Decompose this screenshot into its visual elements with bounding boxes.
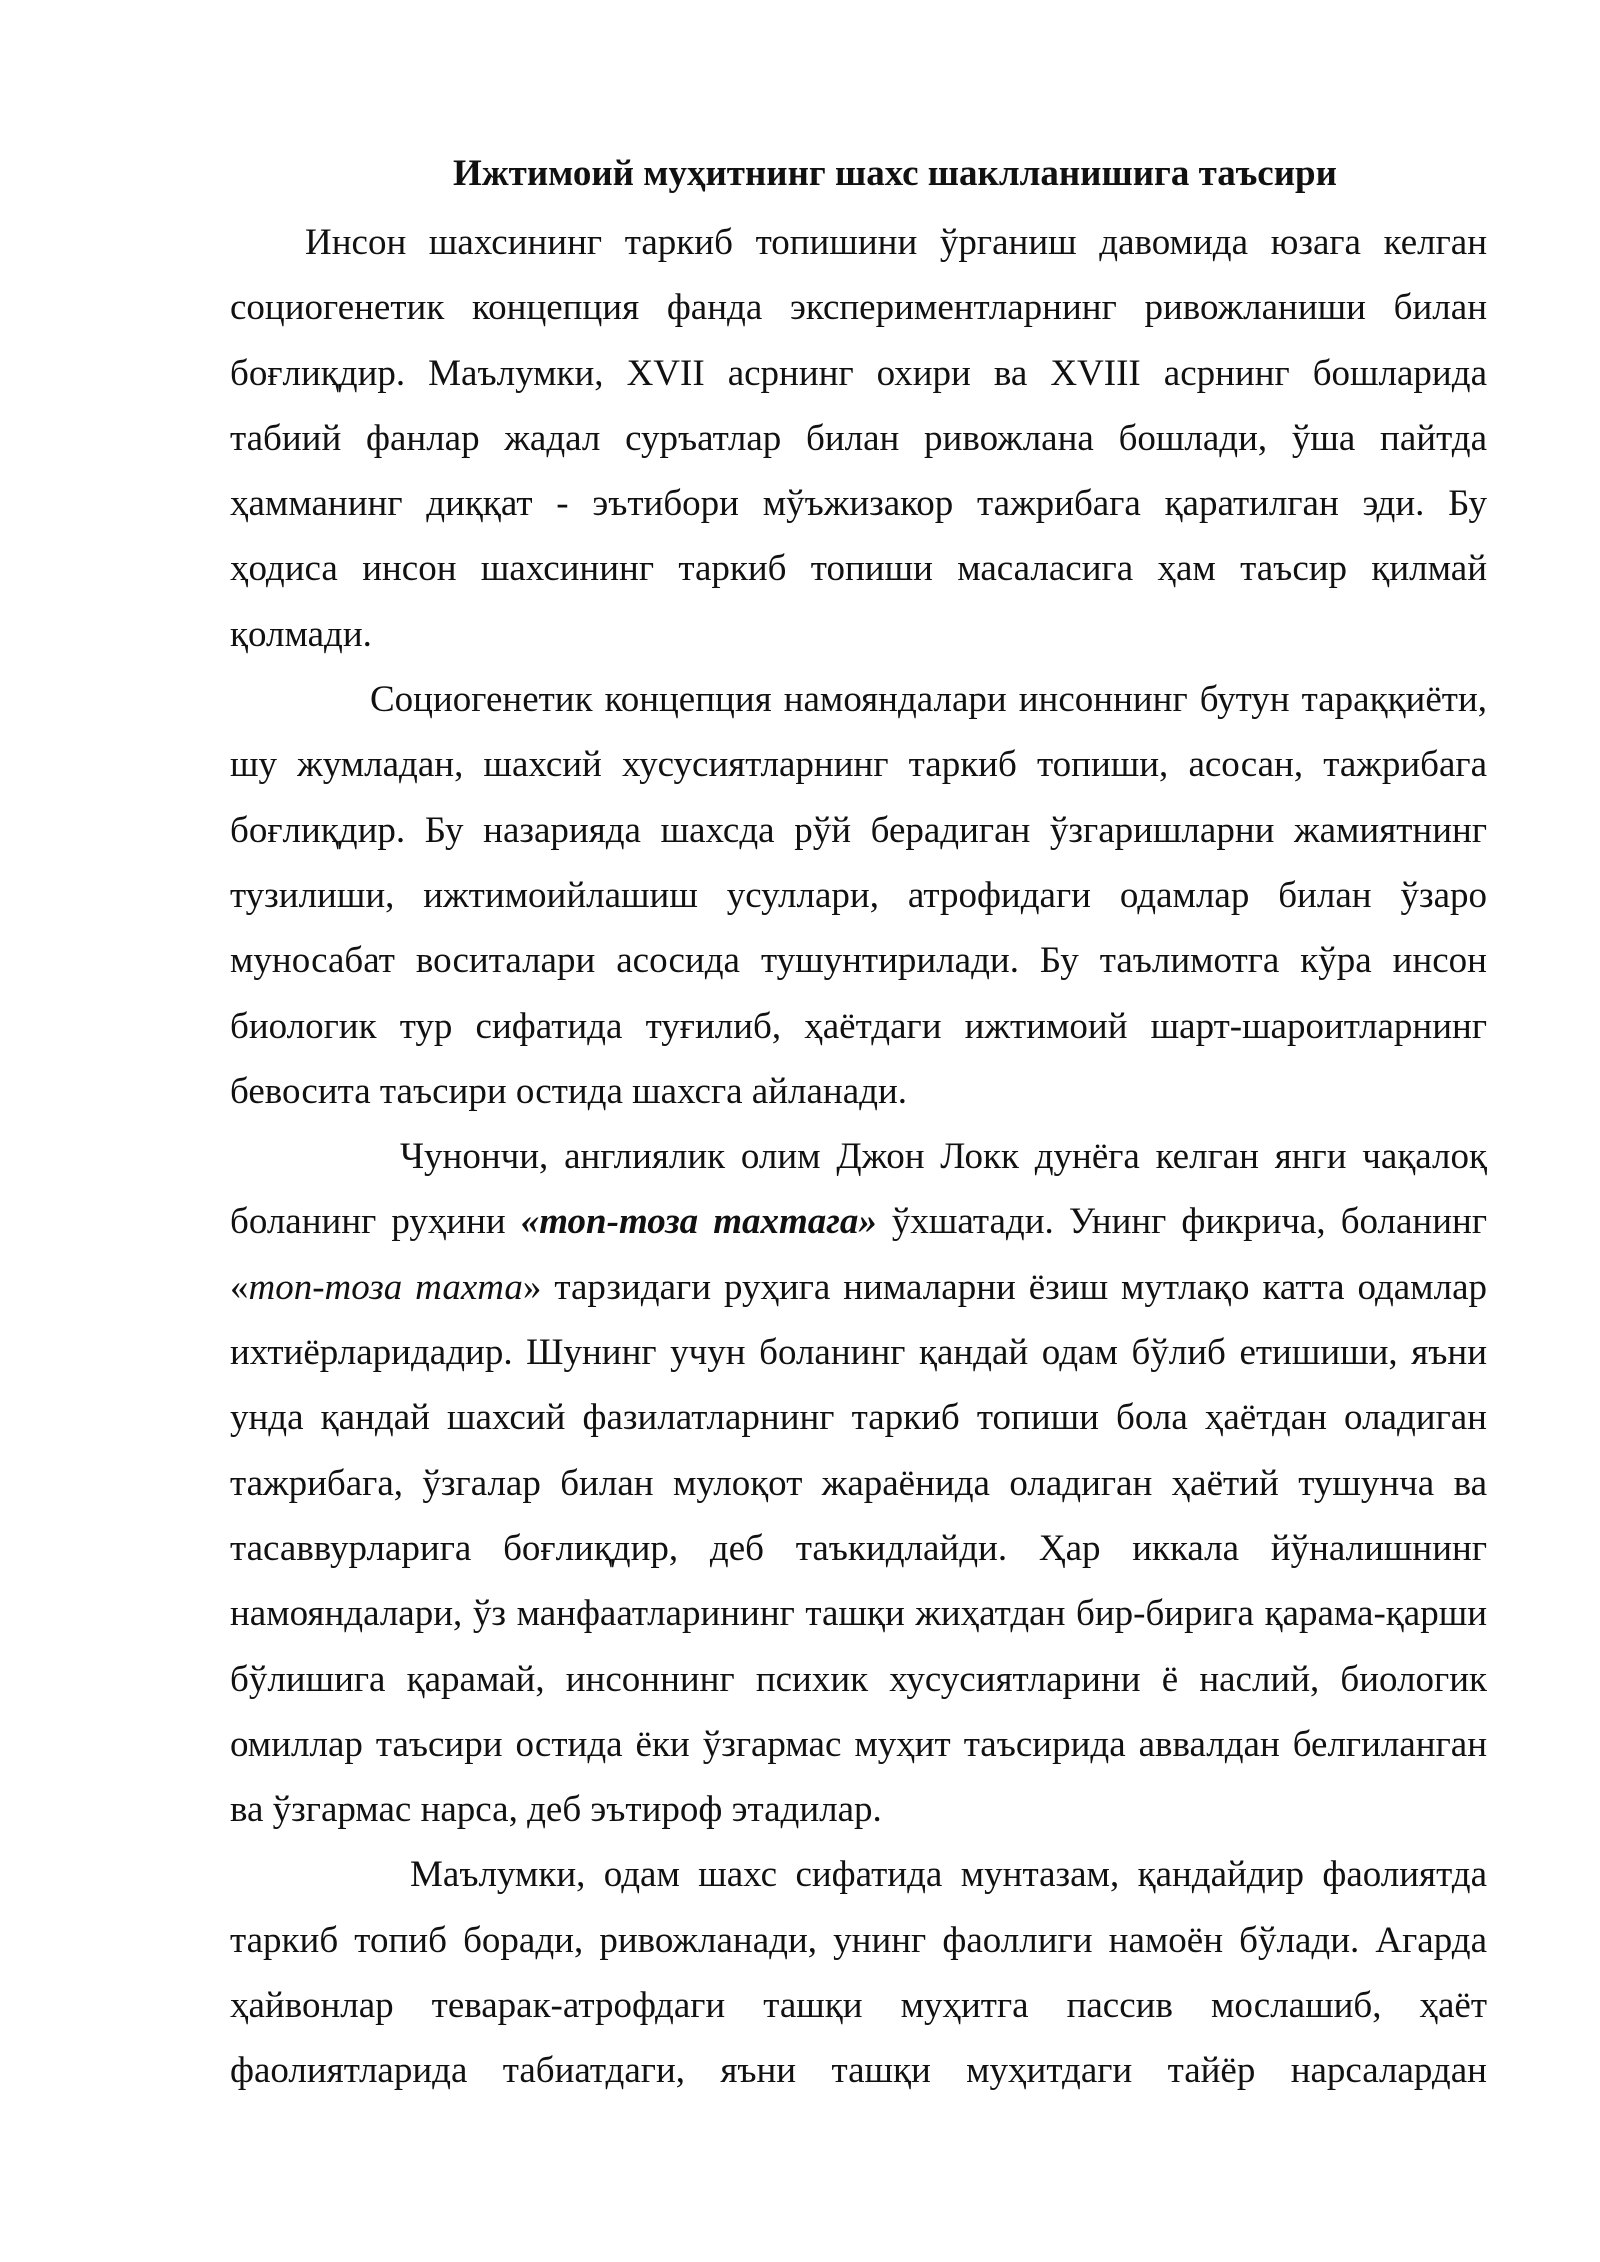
document-title: Ижтимоий муҳитнинг шахс шаклланишига таъсири [453,153,1337,194]
paragraph-3-text-b: ўхшатади. Унинг фикрича, боланинг « [230,1201,1487,1308]
paragraph-1: Инсон шахсининг таркиб топишини ўрганиш давомида юзага келган социогенетик концепция фанда экспериментларнинг ривожланиши билан боғлиқдир. Маълумки, XVII асрнинг охири ва XVIII асрнинг бошларида табиий фанлар жадал суръатлар билан ривожлана бошлади, ўша пайтда ҳамманинг диққат - эътибори мўъжизакор тажрибага қаратилган эди. Бу ҳодиса инсон шахсининг таркиб топиши масаласига ҳам таъсир қилмай қолмади. [230,222,1487,655]
paragraph-2: Социогенетик концепция намояндалари инсоннинг бутун тараққиёти, шу жумладан, шахсий хусусиятларнинг таркиб топиши, асосан, тажрибага боғлиқдир. Бу назарияда шахсда рўй берадиган ўзгаришларни жамиятнинг тузилиши, ижтимоийлашиш усуллари, атрофидаги одамлар билан ўзаро муносабат воситалари асосида тушунтирилади. Бу таълимотга кўра инсон биологик тур сифатида туғилиб, ҳаётдаги ижтимоий шарт-шароитларнинг бевосита таъсири остида шахсга айланади. [230,679,1487,1112]
paragraph-3 [230,1124,1487,1842]
emphasis-quote-italic: топ-тоза тахта [248,1266,523,1308]
document-body [230,210,1487,2104]
paragraph-3-text-c: » тарзидаги руҳига нималарни ёзиш мутлақо катта одамлар ихтиёрларидадир. Шунинг учун боланинг қандай одам бўлиб етишиши, яъни унда қандай шахсий фазилатларнинг таркиб топиши бола ҳаётдан оладиган тажрибага, ўзгалар билан мулоқот жараёнида оладиган ҳаётий тушунча ва тасаввурларига боғлиқдир, деб таъкидлайди. Ҳар иккала йўналишнинг намояндалари, ўз манфаатларининг ташқи жиҳатдан бир-бирига қарама-қарши бўлишига қарамай, инсоннинг психик хусусиятларини ё наслий, биологик омиллар таъсири остида ёки ўзгармас муҳит таъсирида аввалдан белгиланган ва ўзгармас нарса, деб эътироф этадилар. [230,1266,1487,1831]
emphasis-quote-bold: «топ-тоза тахтага» [520,1201,877,1243]
paragraph-4: Маълумки, одам шахс сифатида мунтазам, қандайдир фаолиятда таркиб топиб боради, ривожланади, унинг фаоллиги намоён бўлади. Агарда ҳайвонлар теварак-атрофдаги ташқи муҳитга пассив мослашиб, ҳаёт фаолиятларида табиатдаги, яъни ташқи муҳитдаги тайёр нарсалардан [230,1854,1487,2092]
paragraph-3-text-a: Чунончи, англиялик олим Джон Локк дунёга келган янги чақалоқ боланинг руҳини [230,1136,1487,1243]
